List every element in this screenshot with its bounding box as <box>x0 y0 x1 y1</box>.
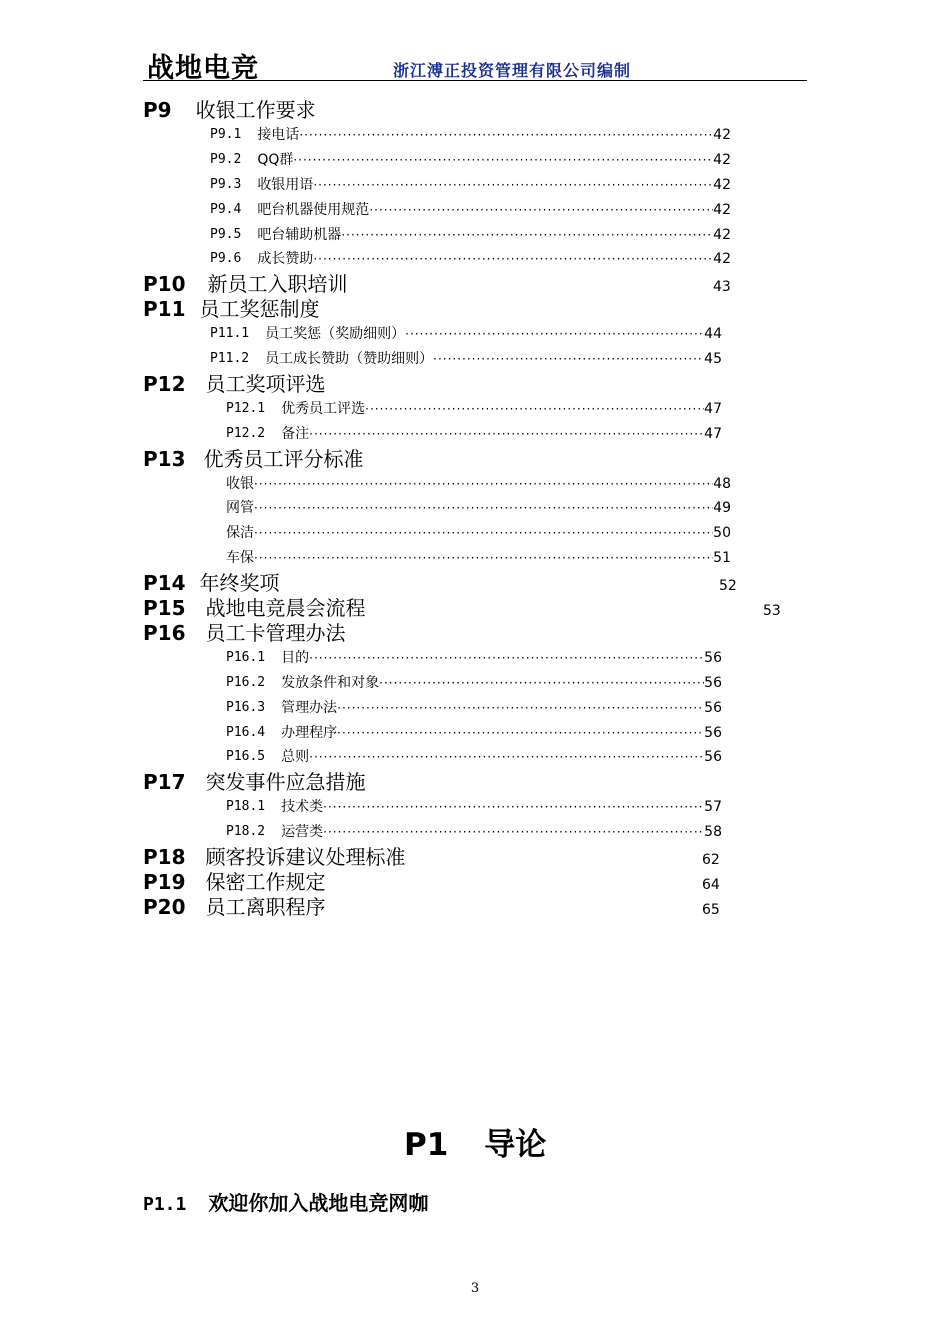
toc-subsection[interactable] <box>226 475 731 493</box>
toc-chapter[interactable] <box>143 297 320 321</box>
toc-subsection-number: P12.1 <box>226 400 266 416</box>
toc-subsection-page: 58 <box>704 824 722 841</box>
toc-subsection-number: P16.3 <box>226 699 266 715</box>
toc-subsection[interactable] <box>226 823 722 841</box>
toc-subsection-title: 收银 <box>226 475 254 492</box>
toc-subsection-page: 44 <box>704 326 722 343</box>
toc-chapter[interactable] <box>143 98 316 122</box>
toc-subsection-title: 管理办法 <box>281 699 338 716</box>
toc-subsection-number: P9.1 <box>210 126 242 142</box>
toc-subsection[interactable] <box>226 798 722 816</box>
toc-subsection-title: 保洁 <box>226 525 254 542</box>
toc-subsection-title: 网管 <box>226 500 254 517</box>
toc-chapter-title: 年终奖项 <box>199 571 280 596</box>
dot-leader <box>309 748 704 766</box>
toc-subsection[interactable] <box>226 400 722 418</box>
dot-leader <box>309 425 704 443</box>
toc-subsection[interactable] <box>210 325 722 343</box>
toc-subsection-title: 总则 <box>281 749 310 766</box>
toc-chapter[interactable] <box>143 596 366 620</box>
toc-chapter-title: 保密工作规定 <box>205 869 326 894</box>
page-number: 3 <box>470 1281 480 1296</box>
toc-subsection-page: 50 <box>713 525 731 542</box>
brand-title: 战地电竞 <box>147 53 259 84</box>
toc-subsection-title: 运营类 <box>281 824 324 841</box>
toc-subsection-number: P9.5 <box>210 226 242 242</box>
toc-subsection[interactable] <box>210 201 731 219</box>
toc-chapter[interactable] <box>143 272 348 296</box>
dot-leader <box>309 649 704 667</box>
toc-chapter[interactable] <box>143 870 326 894</box>
chapter-heading <box>404 1119 546 1164</box>
toc-chapter-page: 52 <box>719 578 737 595</box>
toc-subsection-page: 42 <box>713 151 731 168</box>
dot-leader <box>405 325 704 343</box>
dot-leader <box>337 699 704 717</box>
toc-subsection-page: 45 <box>704 351 722 367</box>
toc-chapter-number: P13 <box>143 446 186 471</box>
toc-subsection[interactable] <box>210 226 731 244</box>
toc-chapter[interactable] <box>143 571 280 595</box>
toc-subsection[interactable] <box>226 748 722 766</box>
toc-subsection-page: 56 <box>704 749 722 766</box>
toc-subsection-page: 42 <box>713 251 731 268</box>
toc-subsection-page: 47 <box>704 400 722 417</box>
toc-subsection-page: 48 <box>713 475 731 492</box>
toc-subsection-number: P12.2 <box>226 425 266 441</box>
toc-chapter-title: 新员工入职培训 <box>207 272 348 297</box>
toc-subsection-title: 员工成长赞助（赞助细则） <box>265 351 434 367</box>
chapter-title: 导论 <box>484 1127 547 1163</box>
toc-subsection-page: 56 <box>704 699 722 716</box>
toc-chapter-title: 员工卡管理办法 <box>205 620 346 645</box>
dot-leader <box>313 250 713 268</box>
toc-subsection-number: P11.2 <box>210 351 250 366</box>
toc-subsection[interactable] <box>226 724 722 742</box>
toc-chapter-number: P17 <box>143 770 186 795</box>
dot-leader <box>337 724 704 742</box>
toc-chapter-number: P20 <box>143 894 186 919</box>
toc-subsection-title: 吧台机器使用规范 <box>257 201 370 218</box>
toc-subsection[interactable] <box>226 699 722 717</box>
dot-leader <box>299 126 713 144</box>
toc-subsection[interactable] <box>210 176 731 194</box>
toc-subsection-title: 成长赞助 <box>257 251 314 268</box>
toc-subsection[interactable] <box>210 151 731 169</box>
toc-subsection-title: 收银用语 <box>257 176 314 193</box>
toc-chapter-number: P15 <box>143 596 186 620</box>
toc-subsection-title: 员工奖惩（奖励细则） <box>265 326 406 343</box>
toc-chapter-page: 43 <box>713 279 731 296</box>
toc-subsection[interactable] <box>210 350 722 368</box>
dot-leader <box>254 499 713 517</box>
toc-subsection-title: 发放条件和对象 <box>281 674 380 691</box>
toc-chapter-title: 突发事件应急措施 <box>205 770 366 795</box>
toc-chapter-title: 员工奖项评选 <box>205 371 326 396</box>
toc-subsection[interactable] <box>226 649 722 667</box>
toc-subsection-title: 技术类 <box>281 799 324 816</box>
toc-subsection[interactable] <box>210 126 731 144</box>
toc-subsection-page: 57 <box>704 799 722 816</box>
dot-leader <box>254 549 713 567</box>
toc-subsection-number: P18.2 <box>226 824 266 840</box>
dot-leader <box>365 400 704 418</box>
dot-leader <box>293 151 713 169</box>
toc-subsection-number: P11.1 <box>210 326 250 342</box>
toc-subsection-page: 42 <box>713 176 731 193</box>
section-heading <box>143 1187 428 1216</box>
toc-chapter[interactable] <box>143 372 326 396</box>
toc-subsection-number: P9.2 <box>210 151 242 167</box>
toc-subsection-number: P9.4 <box>210 201 242 217</box>
toc-chapter-number: P19 <box>143 869 186 894</box>
toc-chapter[interactable] <box>143 845 406 869</box>
toc-subsection-title: 接电话 <box>257 126 300 143</box>
toc-chapter-page: 64 <box>702 876 720 893</box>
toc-subsection-page: 49 <box>713 500 731 517</box>
toc-subsection-number: P9.6 <box>210 251 242 267</box>
toc-subsection-number: P16.5 <box>226 749 266 765</box>
toc-subsection[interactable] <box>226 425 722 443</box>
toc-subsection-number: P16.4 <box>226 724 266 740</box>
toc-chapter-title: 战地电竞晨会流程 <box>205 596 366 620</box>
toc-subsection-page: 51 <box>713 550 731 567</box>
toc-chapter-title: 收银工作要求 <box>195 98 316 122</box>
toc-chapter[interactable] <box>143 621 346 645</box>
toc-subsection-number: P18.1 <box>226 799 266 815</box>
toc-subsection-number: P16.2 <box>226 674 266 690</box>
toc-chapter-page: 65 <box>702 901 720 918</box>
toc-subsection-title: 优秀员工评选 <box>281 400 366 417</box>
toc-chapter-title: 员工离职程序 <box>205 894 326 919</box>
toc-subsection-title: 吧台辅助机器 <box>257 226 342 243</box>
toc-subsection-title: 备注 <box>281 425 310 442</box>
toc-chapter-page: 53 <box>763 603 781 619</box>
toc-subsection-title: 目的 <box>281 649 310 666</box>
toc-chapter-number: P18 <box>143 845 186 869</box>
toc-subsection-page: 42 <box>713 226 731 243</box>
dot-leader <box>433 350 704 368</box>
toc-subsection[interactable] <box>226 549 731 567</box>
toc-chapter-title: 顾客投诉建议处理标准 <box>205 845 406 869</box>
dot-leader <box>323 823 704 841</box>
dot-leader <box>254 475 713 493</box>
toc-subsection-page: 47 <box>704 425 722 442</box>
dot-leader <box>313 176 713 194</box>
toc-subsection-number: P9.3 <box>210 176 242 192</box>
toc-chapter-number: P14 <box>143 571 186 596</box>
dot-leader <box>323 798 704 816</box>
dot-leader <box>369 201 713 219</box>
toc-subsection-page: 42 <box>713 126 731 143</box>
toc-chapter[interactable] <box>143 770 366 794</box>
toc-chapter-title: 员工奖惩制度 <box>199 297 320 322</box>
toc-subsection-title: 办理程序 <box>281 724 338 741</box>
toc-chapter-number: P9 <box>143 98 172 122</box>
publisher-label: 浙江溥正投资管理有限公司编制 <box>393 61 632 80</box>
toc-subsection-title: QQ群 <box>257 151 294 168</box>
toc-subsection-page: 56 <box>704 724 722 741</box>
toc-chapter-number: P11 <box>143 297 186 322</box>
toc-chapter-number: P12 <box>143 371 186 396</box>
toc-subsection[interactable] <box>226 499 731 517</box>
toc-subsection-page: 56 <box>704 674 722 691</box>
dot-leader <box>254 524 713 542</box>
toc-subsection-page: 42 <box>713 201 731 218</box>
toc-chapter[interactable] <box>143 895 326 919</box>
toc-chapter-number: P10 <box>143 272 186 297</box>
toc-subsection[interactable] <box>226 524 731 542</box>
toc-subsection-number: P16.1 <box>226 649 266 665</box>
section-title: 欢迎你加入战地电竞网咖 <box>208 1191 429 1215</box>
toc-subsection-title: 车保 <box>226 550 254 567</box>
toc-subsection[interactable] <box>226 674 722 692</box>
toc-chapter[interactable] <box>143 447 364 471</box>
toc-chapter-title: 优秀员工评分标准 <box>203 446 364 471</box>
section-number: P1.1 <box>143 1194 187 1215</box>
toc-subsection[interactable] <box>210 250 731 268</box>
toc-subsection-page: 56 <box>704 649 722 666</box>
chapter-number: P1 <box>404 1127 449 1163</box>
dot-leader <box>379 674 704 692</box>
toc-chapter-number: P16 <box>143 620 186 645</box>
dot-leader <box>341 226 713 244</box>
toc-chapter-page: 62 <box>702 852 720 868</box>
